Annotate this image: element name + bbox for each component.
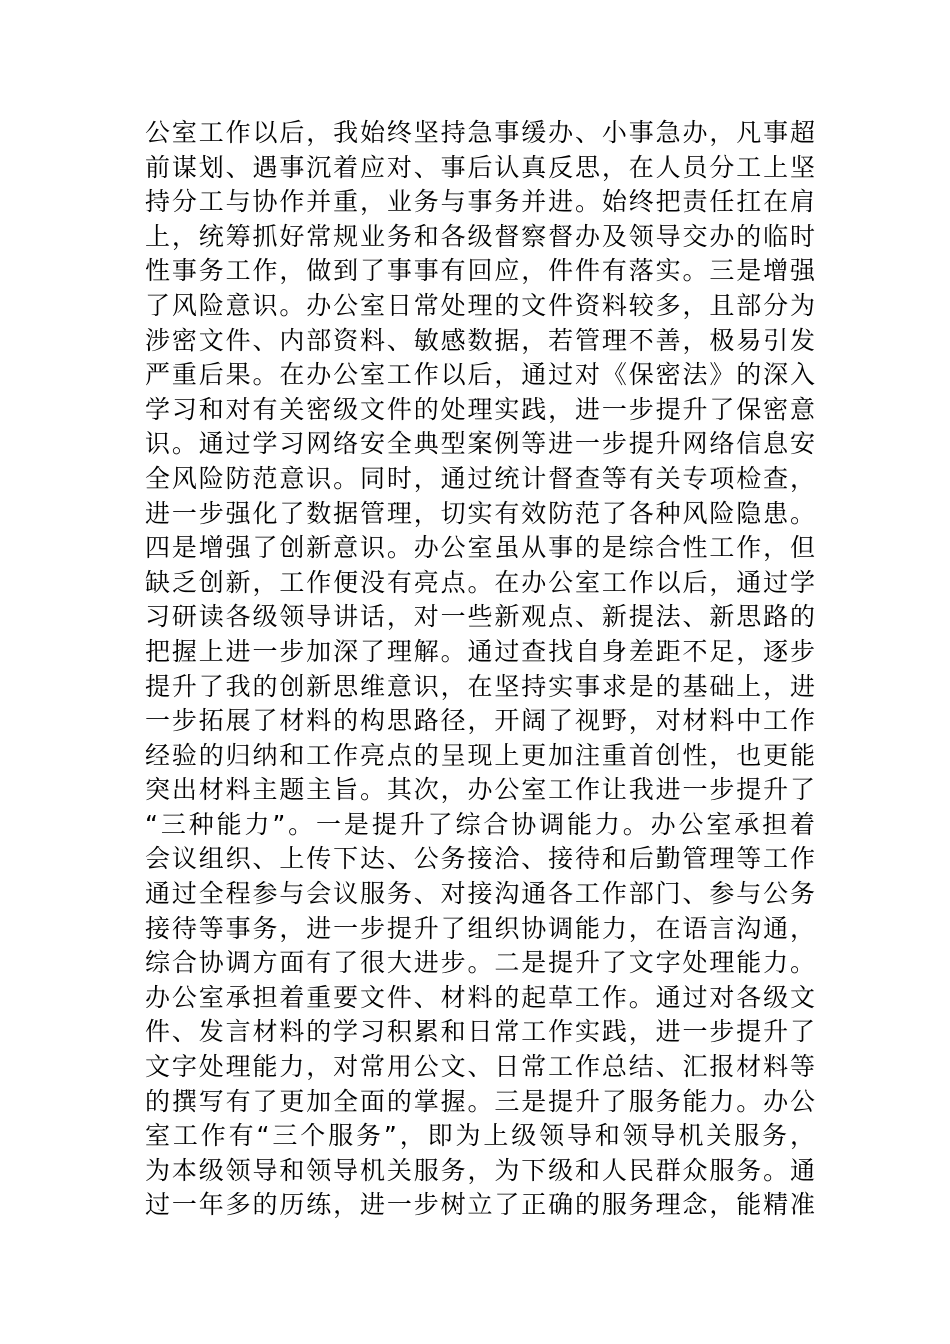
text-line: 把握上进一步加深了理解。通过查找自身差距不足，逐步 <box>145 636 815 666</box>
text-line: 缺乏创新，工作便没有亮点。在办公室工作以后，通过学 <box>145 567 815 597</box>
text-line: 了风险意识。办公室日常处理的文件资料较多，且部分为 <box>145 290 815 320</box>
text-line: 严重后果。在办公室工作以后，通过对《保密法》的深入 <box>145 360 815 390</box>
text-line: 会议组织、上传下达、公务接洽、接待和后勤管理等工作 <box>145 844 815 874</box>
text-line: 上，统筹抓好常规业务和各级督察督办及领导交办的临时 <box>145 221 815 251</box>
text-line: 文字处理能力，对常用公文、日常工作总结、汇报材料等 <box>145 1052 815 1082</box>
text-line: 通过全程参与会议服务、对接沟通各工作部门、参与公务 <box>145 879 815 909</box>
text-line: 综合协调方面有了很大进步。二是提升了文字处理能力。 <box>145 948 815 978</box>
text-line: 公室工作以后，我始终坚持急事缓办、小事急办，凡事超 <box>145 118 815 147</box>
body-text <box>145 116 815 1223</box>
text-line: 一步拓展了材料的构思路径，开阔了视野，对材料中工作 <box>145 706 815 736</box>
text-line: 学习和对有关密级文件的处理实践，进一步提升了保密意 <box>145 394 815 424</box>
text-line: 经验的归纳和工作亮点的呈现上更加注重首创性，也更能 <box>145 740 815 770</box>
text-line: 提升了我的创新思维意识，在坚持实事求是的基础上，进 <box>145 671 815 701</box>
text-line: “三种能力”。一是提升了综合协调能力。办公室承担着 <box>145 809 815 839</box>
text-line: 件、发言材料的学习积累和日常工作实践，进一步提升了 <box>145 1017 815 1047</box>
text-line: 性事务工作，做到了事事有回应，件件有落实。三是增强 <box>145 256 815 286</box>
text-line: 为本级领导和领导机关服务，为下级和人民群众服务。通 <box>145 1155 815 1185</box>
text-line: 进一步强化了数据管理，切实有效防范了各种风险隐患。 <box>145 498 815 528</box>
text-line: 全风险防范意识。同时，通过统计督查等有关专项检查， <box>145 463 815 493</box>
text-line: 室工作有“三个服务”，即为上级领导和领导机关服务， <box>145 1121 815 1151</box>
text-line: 突出材料主题主旨。其次，办公室工作让我进一步提升了 <box>145 775 815 805</box>
text-line: 涉密文件、内部资料、敏感数据，若管理不善，极易引发 <box>145 325 815 355</box>
text-line: 四是增强了创新意识。办公室虽从事的是综合性工作，但 <box>145 533 815 563</box>
text-line: 前谋划、遇事沉着应对、事后认真反思，在人员分工上坚 <box>145 152 815 182</box>
text-line: 过一年多的历练，进一步树立了正确的服务理念，能精准 <box>145 1190 815 1220</box>
text-line: 习研读各级领导讲话，对一些新观点、新提法、新思路的 <box>145 602 815 632</box>
text-line: 接待等事务，进一步提升了组织协调能力，在语言沟通， <box>145 913 815 943</box>
text-line: 的撰写有了更加全面的掌握。三是提升了服务能力。办公 <box>145 1086 815 1116</box>
text-line: 识。通过学习网络安全典型案例等进一步提升网络信息安 <box>145 429 815 459</box>
text-line: 办公室承担着重要文件、材料的起草工作。通过对各级文 <box>145 982 815 1012</box>
text-line: 持分工与协作并重，业务与事务并进。始终把责任扛在肩 <box>145 187 815 217</box>
